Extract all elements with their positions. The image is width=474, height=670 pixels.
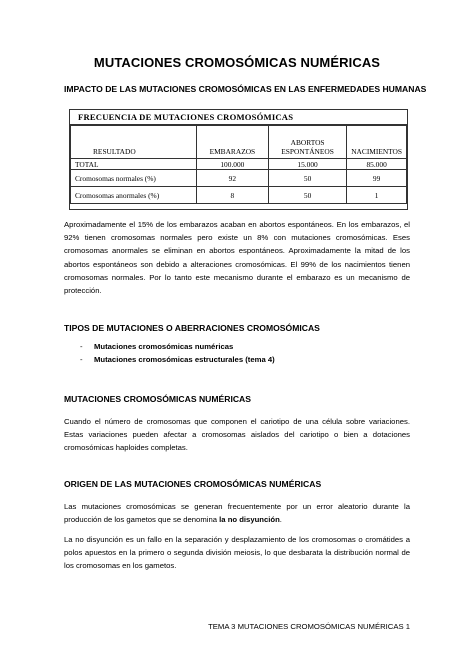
table-header: RESULTADO xyxy=(71,126,197,159)
types-list xyxy=(80,341,275,366)
list-item-label: Mutaciones cromosómicas numéricas xyxy=(94,342,234,351)
table-title: FRECUENCIA DE MUTACIONES CROMOSÓMICAS xyxy=(70,110,407,125)
list-item xyxy=(80,354,275,367)
paragraph-text: . xyxy=(279,515,282,525)
list-dash: - xyxy=(80,354,83,364)
bold-term: la no disyunción xyxy=(219,515,280,525)
table-header-abortos xyxy=(268,126,346,159)
table-cell: 92 xyxy=(196,170,268,187)
frequency-table-grid xyxy=(70,125,407,204)
section-heading-impacto: IMPACTO DE LAS MUTACIONES CROMOSÓMICAS EN LAS ENFERMEDADES HUMANAS xyxy=(64,84,427,94)
table-row xyxy=(71,187,407,204)
page-footer: TEMA 3 MUTACIONES CROMOSÓMICAS NUMÉRICAS 1 xyxy=(208,622,410,631)
table-row xyxy=(71,170,407,187)
table-header-line: ESPONTÁNEOS xyxy=(281,147,334,156)
table-cell: Cromosomas normales (%) xyxy=(71,170,197,187)
paragraph-impacto: Aproximadamente el 15% de los embarazos acaban en abortos espontáneos. En los embarazos, el 92% tienen cromosomas normales pero existe un 8% con mutaciones cromosómicas. Eses cromosomas anormales se eliminan en abortos espontáneos. Aproximadamente la mitad de los abortos espontáneos son debido a alteraciones cromosómicas. El 99% de los nacimientos tienen cromosomas normales. Por lo tanto este mecanismo durante el embarazo es un mecanismo de protección. xyxy=(64,220,410,296)
section-heading-numericas: MUTACIONES CROMOSÓMICAS NUMÉRICAS xyxy=(64,394,251,404)
section-heading-origen: ORIGEN DE LAS MUTACIONES CROMOSÓMICAS NUMÉRICAS xyxy=(64,479,322,489)
paragraph-origen xyxy=(64,500,410,526)
paragraph-numericas: Cuando el número de cromosomas que componen el cariotipo de una célula sobre variaciones. Estas variaciones pueden afectar a cromosomas aislados del cariotipo o bien a dotaciones cromosómicas haploides completas. xyxy=(64,417,410,453)
table-header-line: ABORTOS xyxy=(290,138,325,147)
table-cell: 50 xyxy=(268,170,346,187)
table-cell: Cromosomas anormales (%) xyxy=(71,187,197,204)
table-cell: 8 xyxy=(196,187,268,204)
table-header-row xyxy=(71,126,407,159)
table-header: NACIMIENTOS xyxy=(347,126,407,159)
section-heading-tipos: TIPOS DE MUTACIONES O ABERRACIONES CROMOSÓMICAS xyxy=(64,323,320,333)
table-cell: 1 xyxy=(347,187,407,204)
table-cell: 85.000 xyxy=(347,159,407,170)
table-row xyxy=(71,159,407,170)
table-cell: 100.000 xyxy=(196,159,268,170)
table-cell: 99 xyxy=(347,170,407,187)
table-cell: TOTAL xyxy=(71,159,197,170)
page-title: MUTACIONES CROMOSÓMICAS NUMÉRICAS xyxy=(93,55,381,70)
table-cell: 50 xyxy=(268,187,346,204)
table-header: EMBARAZOS xyxy=(196,126,268,159)
list-dash: - xyxy=(80,342,83,351)
paragraph-text: Las mutaciones cromosómicas se generan frecuentemente por un error aleatorio durante la producción de los gametos que se denomina xyxy=(64,502,410,525)
list-item-label: Mutaciones cromosómicas estructurales (tema 4) xyxy=(94,354,275,364)
paragraph-disyuncion: La no disyunción es un fallo en la separación y desplazamiento de los cromosomas o cromátides a polos apuestos en la primero o segunda división meiosis, lo que desbarata la distribución normal de los cromosomas en los gametos. xyxy=(64,535,410,571)
table-cell: 15.000 xyxy=(268,159,346,170)
frequency-table xyxy=(69,109,408,210)
list-item xyxy=(80,341,275,354)
